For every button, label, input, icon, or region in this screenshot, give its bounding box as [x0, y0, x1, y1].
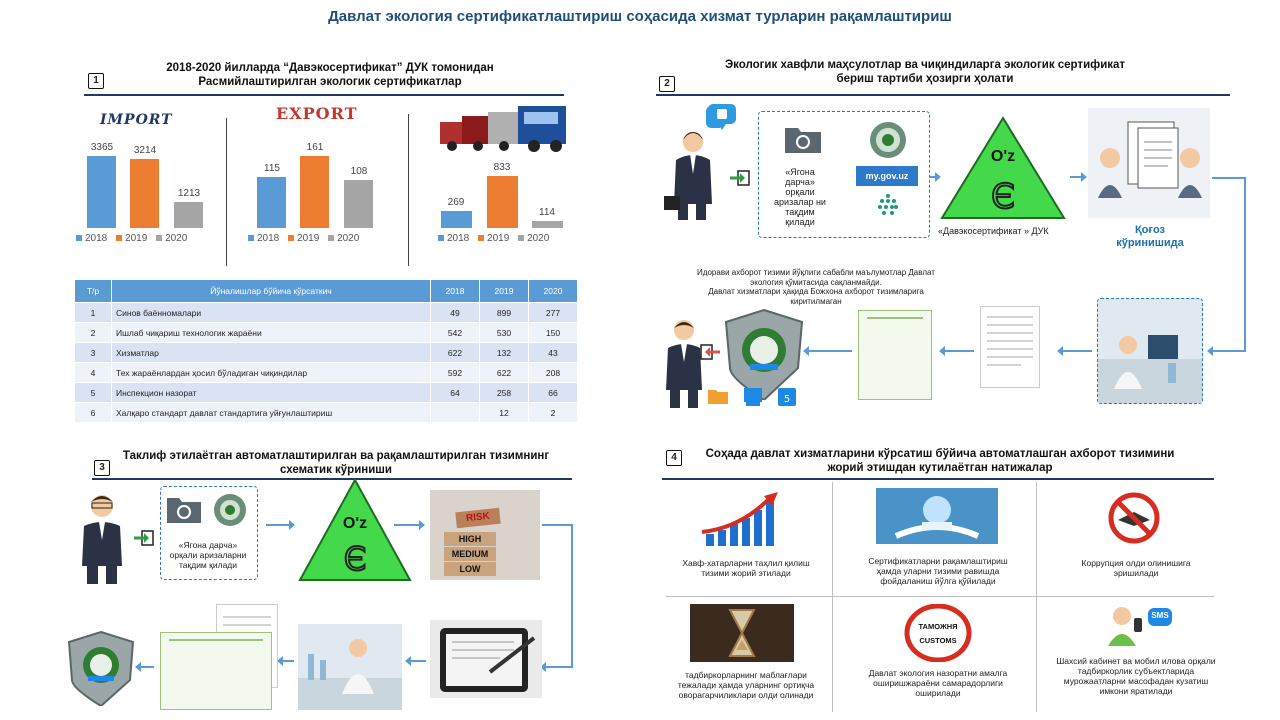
- legend-2: [242, 233, 359, 244]
- bar-value-label: 1213: [177, 188, 201, 199]
- logout-arrow-icon: [700, 344, 720, 360]
- legend-2020: 2020: [527, 233, 550, 244]
- table-row: [75, 343, 578, 363]
- panel-2-title: [680, 58, 1170, 86]
- dots-logo-icon: [876, 193, 900, 217]
- panel-4-number: 4: [666, 450, 682, 466]
- bar-2018: [441, 211, 472, 228]
- shield-emblem-icon: [66, 630, 136, 706]
- note-line2: экология қўмитасида сақланмайди.: [750, 277, 882, 287]
- customs-label-ru: ТАМОЖНЯ: [918, 622, 958, 631]
- cell: Ишлаб чиқариш технологик жараёни: [112, 323, 431, 343]
- emblem-icon: [868, 120, 908, 160]
- bar-value-label: 115: [264, 163, 280, 174]
- cell: 6: [75, 403, 112, 423]
- grid-divider: [666, 596, 1214, 597]
- lab-photo: [298, 624, 402, 710]
- panel-2-title-line1: Экологик хавфли маҳсулотлар ва чиқиндиларга экологик сертификат: [724, 59, 1126, 71]
- note-line4: киритилмаган: [790, 296, 842, 306]
- table-row: [75, 383, 578, 403]
- bar-2019: [300, 156, 329, 228]
- hourglass-image: [690, 604, 794, 662]
- folder-icon: [784, 124, 822, 154]
- digital-hands-image: [876, 488, 998, 544]
- document-image: [980, 306, 1040, 388]
- bar-2019: [130, 159, 159, 228]
- bar-2020: [174, 202, 203, 228]
- bar-2020: [532, 221, 563, 228]
- cell: 208: [529, 363, 578, 383]
- panel-1-title-line2: Расмийлаштирилган экологик сертификатлар: [198, 76, 462, 88]
- th-no: Т/р: [75, 280, 112, 303]
- panel-4-rule: [662, 478, 1214, 480]
- table-header-row: [75, 280, 578, 303]
- flow-arrow: [808, 350, 852, 352]
- panel-1-number: 1: [88, 73, 104, 89]
- bar-2019: [487, 176, 518, 228]
- note-line3: Давлат хизматлари ҳақида Божхона ахборот тизимларига: [708, 287, 924, 296]
- th-2018: 2018: [431, 280, 480, 303]
- login-arrow-icon: [730, 170, 750, 186]
- eco-certificate-image: [160, 632, 272, 710]
- cell: Халқаро стандарт давлат стандартига уйғунлаштириш: [112, 403, 431, 423]
- cell: 622: [431, 343, 480, 363]
- customs-sign-icon: [904, 604, 972, 662]
- app-icons-row: [708, 384, 804, 408]
- import-chart: [80, 140, 210, 228]
- th-2020: 2020: [529, 280, 578, 303]
- table-row: [75, 323, 578, 343]
- connector-line: [571, 524, 573, 668]
- bar-2018: [257, 177, 286, 228]
- cell: 4: [75, 363, 112, 383]
- svg-text:Є: Є: [343, 540, 367, 578]
- growth-chart-icon: [700, 488, 790, 548]
- cell: 592: [431, 363, 480, 383]
- triangle-caption: «Давэкосертификат » ДУК: [938, 226, 1049, 236]
- connector-line: [1212, 177, 1245, 179]
- result-mobile-tracking: Шахсий кабинет ва мобил илова орқали тадбиркорлик субъектларида мурожаатларни масофадан кузатиш имкони яратилади: [1056, 656, 1216, 696]
- mygov-logo: my.gov.uz: [856, 166, 918, 186]
- cell: 2: [75, 323, 112, 343]
- panel-1-title: [110, 61, 550, 89]
- svg-text:Є: Є: [991, 177, 1015, 217]
- certificates-table: [74, 279, 578, 423]
- flow-arrow: [1062, 350, 1092, 352]
- bar-value-label: 3214: [133, 145, 157, 156]
- cell: 899: [480, 303, 529, 323]
- cell: 132: [480, 343, 529, 363]
- lab-photo: [1097, 298, 1203, 404]
- cell: Инспекцион назорат: [112, 383, 431, 403]
- chat-bubble-icon: [706, 102, 738, 130]
- risk-block: RISK: [455, 508, 500, 529]
- risk-blocks-image: [430, 490, 540, 580]
- flow-arrow: [410, 660, 426, 662]
- cell: 49: [431, 303, 480, 323]
- cell: 258: [480, 383, 529, 403]
- single-window-text: «Ягона дарча» орқали аризалар ни тақдим қилади: [774, 167, 826, 227]
- chart-divider-1: [226, 118, 227, 266]
- result-anti-corruption: Коррупция олди олинишига эришилади: [1081, 558, 1191, 578]
- contract-image: [1088, 108, 1210, 218]
- cell: 64: [431, 383, 480, 403]
- note-line1: Идорави ахборот тизими йўқлиги сабабли маълумотлар Давлат: [697, 268, 935, 277]
- panel-3-title-line2: схематик кўриниши: [280, 464, 392, 476]
- sms-label: SMS: [1151, 611, 1169, 620]
- legend-2020: 2020: [337, 233, 360, 244]
- import-label: IMPORT: [100, 112, 173, 128]
- paper-label-line2: кўринишида: [1116, 237, 1184, 249]
- svg-text:5: 5: [783, 394, 791, 405]
- panel-2-rule: [656, 94, 1230, 96]
- login-arrow-icon: [134, 530, 154, 546]
- flow-arrow: [1070, 176, 1082, 178]
- cell: [431, 403, 480, 423]
- panel-3-title: [116, 449, 556, 477]
- legend-2019: 2019: [487, 233, 510, 244]
- flow-arrow: [1212, 350, 1245, 352]
- table-row: [75, 303, 578, 323]
- panel-1-rule: [84, 94, 564, 96]
- cell: 150: [529, 323, 578, 343]
- flow-arrow: [944, 350, 974, 352]
- cell: 277: [529, 303, 578, 323]
- grid-divider: [832, 482, 833, 712]
- connector-line: [1244, 177, 1246, 352]
- cell: 5: [75, 383, 112, 403]
- connector-line: [542, 524, 572, 526]
- folder-icon: [166, 494, 202, 524]
- bar-value-label: 114: [539, 207, 555, 218]
- bar-value-label: 833: [493, 162, 511, 173]
- customs-label-en: CUSTOMS: [919, 636, 957, 645]
- bar-value-label: 108: [350, 166, 368, 177]
- result-digitize-certificates: Сертификатларни рақамлаштириш ҳамда уларни тизими равишда фойдаланиш йўлга қўйилади: [868, 556, 1008, 586]
- table-row: [75, 403, 578, 423]
- cell: Тех жараёнлардан ҳосил бўладиган чиқиндилар: [112, 363, 431, 383]
- export-chart: [250, 140, 380, 228]
- tablet-signing-image: [430, 620, 542, 698]
- flow-arrow: [140, 666, 154, 668]
- legend-2018: 2018: [257, 233, 280, 244]
- cell: 2: [529, 403, 578, 423]
- th-2019: 2019: [480, 280, 529, 303]
- bar-2018: [87, 156, 116, 228]
- single-window-text: «Ягона дарча» орқали аризаларни тақдим қилади: [169, 540, 247, 570]
- legend-2018: 2018: [447, 233, 470, 244]
- flow-arrow: [545, 666, 572, 668]
- cell: 542: [431, 323, 480, 343]
- bar-2020: [344, 180, 373, 228]
- flow-arrow: [266, 524, 290, 526]
- businessman-icon: [662, 318, 706, 410]
- grid-divider: [1036, 482, 1037, 712]
- legend-2020: 2020: [165, 233, 188, 244]
- panel-2-number: 2: [659, 76, 675, 92]
- legend-2019: 2019: [297, 233, 320, 244]
- businessman-icon: [78, 490, 126, 586]
- cell: 66: [529, 383, 578, 403]
- chart-divider-2: [408, 114, 409, 266]
- emblem-icon: [212, 492, 248, 528]
- table-row: [75, 363, 578, 383]
- cell: 530: [480, 323, 529, 343]
- legend-2019: 2019: [125, 233, 148, 244]
- paper-label-line1: Қоғоз: [1134, 224, 1166, 236]
- flow-arrow: [394, 524, 420, 526]
- cell: 622: [480, 363, 529, 383]
- legend-2018: 2018: [85, 233, 108, 244]
- cell: Хизматлар: [112, 343, 431, 363]
- eco-certificate-image: [858, 310, 932, 400]
- bar-value-label: 269: [447, 197, 465, 208]
- panel-4-title: [690, 447, 1190, 475]
- bar-value-label: 161: [306, 142, 324, 153]
- cell: 43: [529, 343, 578, 363]
- th-indicator: Йўналишлар бўйича кўрсаткич: [112, 280, 431, 303]
- cell: 1: [75, 303, 112, 323]
- oz-label: O'z: [990, 148, 1016, 165]
- cell: 3: [75, 343, 112, 363]
- panel-4-title-line1: Соҳада давлат хизматларини кўрсатиш бўйича автоматлашган ахборот тизимини: [705, 448, 1175, 460]
- cell: Синов баённомалари: [112, 303, 431, 323]
- result-risk-analysis: Хавф-хатарларни таҳлил қилиш тизими жорий этилади: [682, 558, 810, 578]
- trucks-icon: [438, 102, 568, 154]
- panel-4-title-line2: жорий этишдан кутилаётган натижалар: [827, 462, 1053, 474]
- page-title: Давлат экология сертификатлаштириш соҳасида хизмат турларин рақамлаштириш: [328, 8, 952, 25]
- flow-arrow: [282, 660, 294, 662]
- export-label: EXPORT: [276, 104, 358, 123]
- transit-chart: [434, 160, 570, 228]
- paper-form-label: [1110, 224, 1190, 250]
- legend-3: [432, 233, 549, 244]
- flow-arrow: [930, 176, 936, 178]
- legend-1: [70, 233, 187, 244]
- result-control-efficiency: Давлат экология назоратни амалга оширишжараёни самарадорлиги оширилади: [868, 668, 1008, 698]
- oz-label: O'z: [342, 515, 368, 532]
- panel-3-number: 3: [94, 460, 110, 476]
- panel-3-title-line1: Таклиф этилаётган автоматлаштирилган ва рақамлаштирилган тизимнинг: [122, 450, 550, 462]
- panel-1-title-line1: 2018-2020 йилларда “Давэкосертификат” ДУК томонидан: [166, 62, 494, 74]
- medium-block: MEDIUM: [444, 547, 496, 561]
- bar-value-label: 3365: [90, 142, 114, 153]
- result-save-funds: тадбиркорларнинг маблағлари тежалади ҳамда уларнинг ортиқча оворагарчиликлари олди олинади: [677, 670, 815, 700]
- low-block: LOW: [444, 562, 496, 576]
- panel-2-title-line2: бериш тартиби ҳозирги ҳолати: [836, 73, 1014, 85]
- note-text: [686, 268, 946, 306]
- high-block: HIGH: [444, 532, 496, 546]
- no-corruption-icon: [1104, 492, 1164, 544]
- cell: 12: [480, 403, 529, 423]
- oz-triangle-icon: [940, 116, 1066, 220]
